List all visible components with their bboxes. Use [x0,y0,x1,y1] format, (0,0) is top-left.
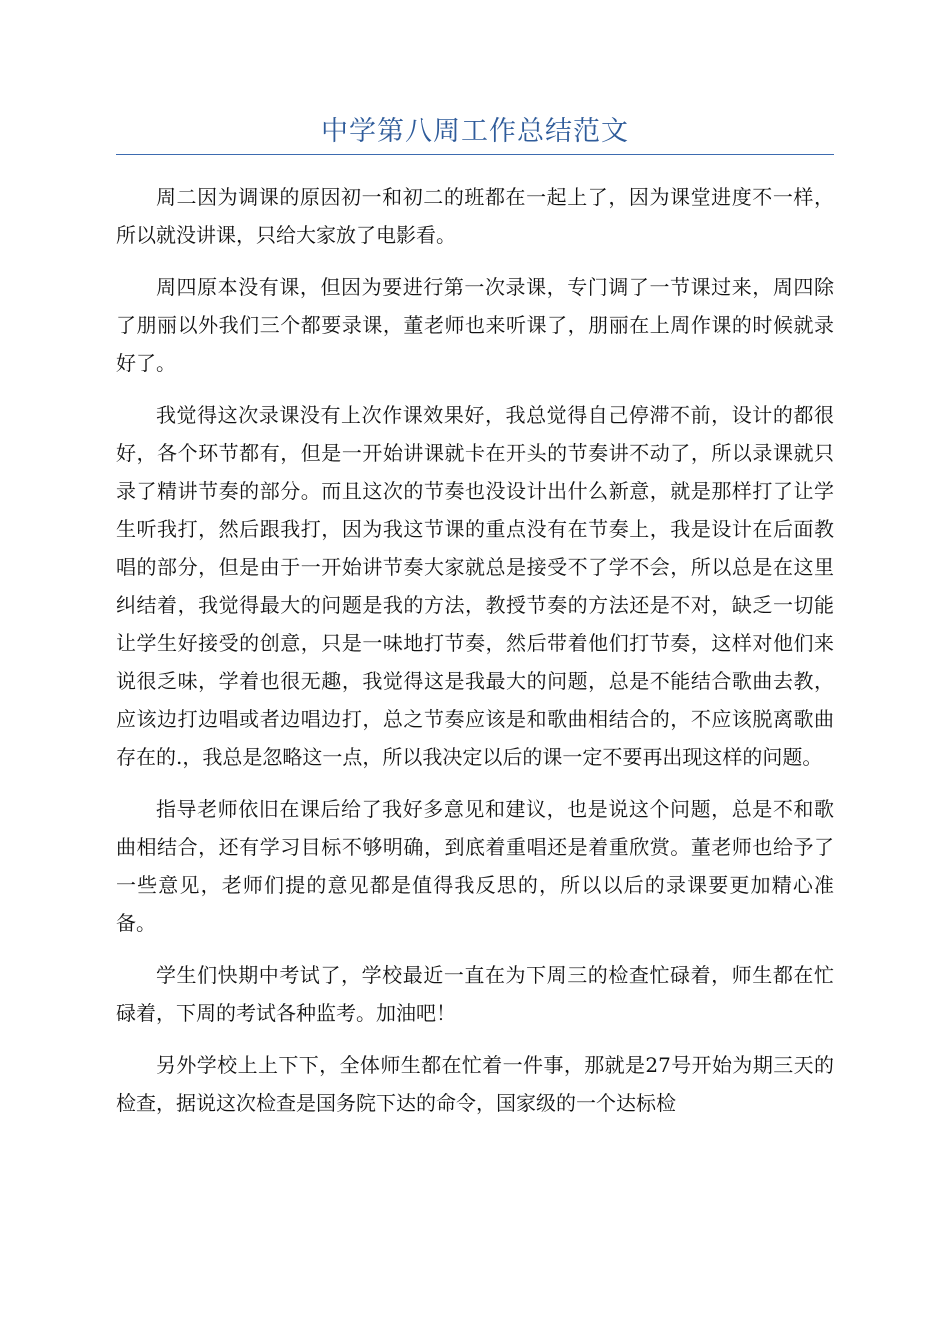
paragraph-2: 周四原本没有课，但因为要进行第一次录课，专门调了一节课过来，周四除了朋丽以外我们三个都要录课，董老师也来听课了，朋丽在上周作课的时候就录好了。 [116,275,834,375]
paragraph-6: 另外学校上上下下，全体师生都在忙着一件事，那就是27号开始为期三天的检查，据说这次检查是国务院下达的命令，国家级的一个达标检 [116,1053,834,1115]
paragraph-4: 指导老师依旧在课后给了我好多意见和建议，也是说这个问题，总是不和歌曲相结合，还有学习目标不够明确，到底着重唱还是着重欣赏。董老师也给予了一些意见，老师们提的意见都是值得我反思的，所以以后的录课要更加精心准备。 [116,797,834,935]
paragraph-1: 周二因为调课的原因初一和初二的班都在一起上了，因为课堂进度不一样，所以就没讲课，只给大家放了电影看。 [116,185,834,247]
paragraph-3: 我觉得这次录课没有上次作课效果好，我总觉得自己停滞不前，设计的都很好，各个环节都有，但是一开始讲课就卡在开头的节奏讲不动了，所以录课就只录了精讲节奏的部分。而且这次的节奏也没设计出什么新意，就是那样打了让学生听我打，然后跟我打，因为我这节课的重点没有在节奏上，我是设计在后面教唱的部分，但是由于一开始讲节奏大家就总是接受不了学不会，所以总是在这里纠结着，我觉得最大的问题是我的方法，教授节奏的方法还是不对，缺乏一切能让学生好接受的创意，只是一味地打节奏，然后带着他们打节奏，这样对他们来说很乏味，学着也很无趣，我觉得这是我最大的问题，总是不能结合歌曲去教，应该边打边唱或者边唱边打，总之节奏应该是和歌曲相结合的，不应该脱离歌曲存在的.，我总是忽略这一点，所以我决定以后的课一定不要再出现这样的问题。 [116,403,834,769]
document-title: 中学第八周工作总结范文 [321,116,629,147]
title-underline [116,154,834,155]
document-body [116,178,834,1136]
paragraph-5: 学生们快期中考试了，学校最近一直在为下周三的检查忙碌着，师生都在忙碌着，下周的考试各种监考。加油吧！ [116,963,834,1025]
